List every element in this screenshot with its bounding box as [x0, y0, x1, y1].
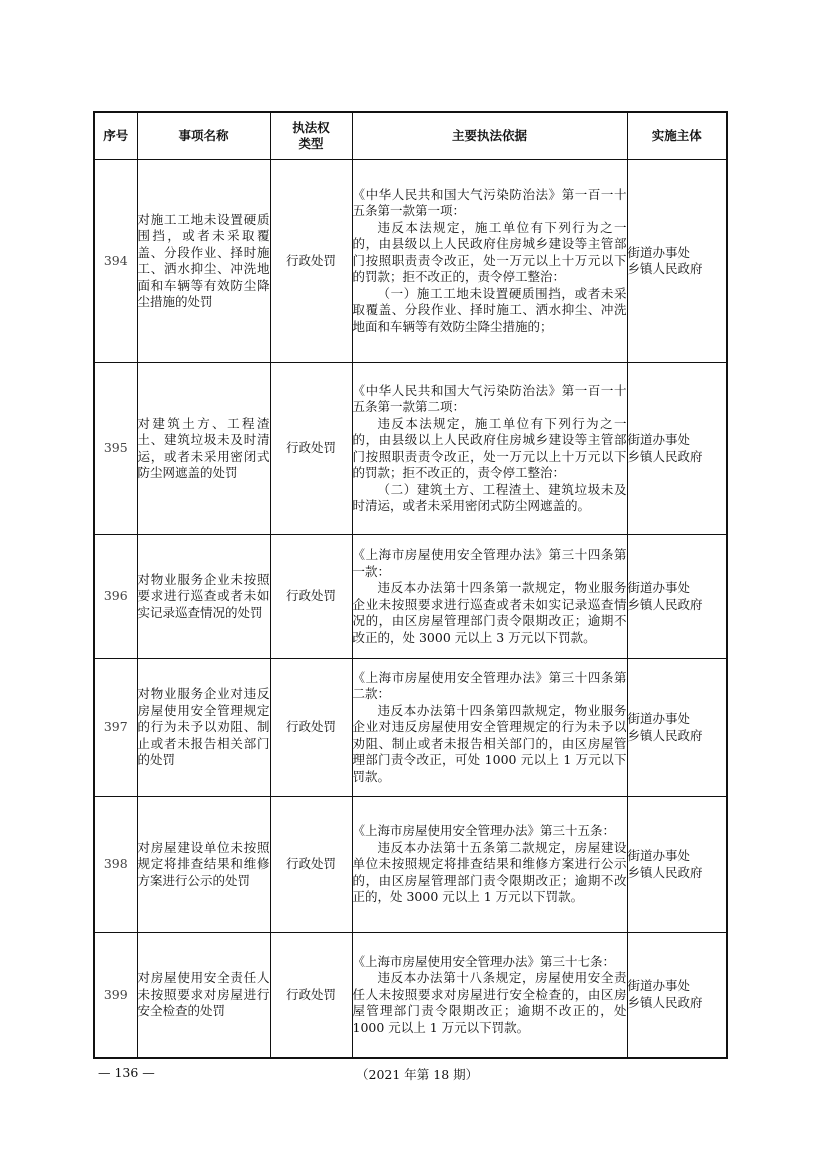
row-type: 行政处罚: [270, 535, 352, 659]
body-line1: 街道办事处: [627, 580, 691, 595]
row-name: 对物业服务企业未按照要求进行巡查或者未如实记录巡查情况的处罚: [137, 535, 270, 659]
row-num: 396: [94, 535, 137, 659]
body-line1: 街道办事处: [627, 978, 691, 994]
row-basis: [352, 659, 627, 797]
issue-label: （2021 年第 18 期）: [356, 1067, 479, 1082]
basis-line: 违反本办法第十五条第二款规定，房屋建设单位未按照规定将排查结果和维修方案进行公示的，由区房屋管理部门责令限期改正；逾期不改正的，处 3000 元以上 1 万元以下罚款。: [352, 839, 627, 905]
basis-line: 违反本法规定，施工单位有下列行为之一的，由县级以上人民政府住房城乡建设等主管部门按照职责责令改正，处一万元以上十万元以下的罚款；拒不改正的，责令停工整治：: [352, 219, 627, 285]
body-line1: 街道办事处: [627, 244, 691, 260]
table-row: [94, 659, 727, 797]
header-type-line2: 类型: [298, 136, 324, 151]
basis-line: （二）建筑土方、工程渣土、建筑垃圾未及时清运，或者未采用密闭式防尘网遮盖的。: [352, 481, 627, 513]
row-basis: [352, 933, 627, 1058]
body-line1: 街道办事处: [627, 711, 691, 726]
row-num: 398: [94, 797, 137, 933]
basis-line: 违反本办法第十四条第四款规定，物业服务企业对违反房屋使用安全管理规定的行为未予以劝阻、制止或者未报告相关部门的，由区房屋管理部门责令改正，可处 1000 元以上 1 万元以下罚款。: [352, 702, 627, 784]
basis-line: 《中华人民共和国大气污染防治法》第一百一十五条第一款第二项：: [352, 382, 627, 414]
row-body: [627, 933, 727, 1058]
body-line1: 街道办事处: [627, 848, 691, 863]
header-basis: 主要执法依据: [352, 112, 627, 160]
row-body: [627, 659, 727, 797]
row-type: 行政处罚: [270, 797, 352, 933]
row-type: 行政处罚: [270, 933, 352, 1058]
body-line2: 乡镇人民政府: [627, 448, 703, 464]
table-row: [94, 933, 727, 1058]
basis-line: 违反本办法第十四条第一款规定，物业服务企业未按照要求进行巡查或者未如实记录巡查情况的，由区房屋管理部门责令限期改正；逾期不改正的，处 3000 元以上 3 万元以下罚款。: [352, 580, 627, 645]
table-row: [94, 797, 727, 933]
basis-line: 《上海市房屋使用安全管理办法》第三十七条：: [352, 953, 616, 969]
basis-line: 《上海市房屋使用安全管理办法》第三十四条第二款：: [352, 669, 627, 702]
row-basis: [352, 797, 627, 933]
header-num: 序号: [94, 112, 137, 160]
body-line2: 乡镇人民政府: [627, 596, 703, 612]
header-type-line1: 执法权: [292, 119, 330, 135]
page-number: — 136 —: [98, 1065, 155, 1080]
body-line1: 街道办事处: [627, 432, 691, 447]
row-body: [627, 797, 727, 933]
row-body: [627, 363, 727, 535]
enforcement-items-table: [93, 111, 728, 1059]
basis-line: 《中华人民共和国大气污染防治法》第一百一十五条第一款第一项：: [352, 186, 627, 219]
body-line2: 乡镇人民政府: [627, 727, 703, 743]
row-type: 行政处罚: [270, 659, 352, 797]
header-body: 实施主体: [627, 112, 727, 160]
row-basis: [352, 535, 627, 659]
table-row: [94, 535, 727, 659]
row-num: 394: [94, 160, 137, 363]
row-body: [627, 160, 727, 363]
row-num: 399: [94, 933, 137, 1058]
row-name: 对房屋使用安全责任人未按照要求对房屋进行安全检查的处罚: [137, 933, 270, 1058]
basis-line: 违反本办法第十八条规定，房屋使用安全责任人未按照要求对房屋进行安全检查的，由区房屋管理部门责令限期改正；逾期不改正的，处 1000 元以上 1 万元以下罚款。: [352, 970, 627, 1035]
row-num: 395: [94, 363, 137, 535]
row-name: 对房屋建设单位未按照规定将排查结果和维修方案进行公示的处罚: [137, 797, 270, 933]
basis-line: （一）施工工地未设置硬质围挡，或者未采取覆盖、分段作业、择时施工、洒水抑尘、冲洗地面和车辆等有效防尘降尘措施的；: [352, 285, 627, 334]
row-type: 行政处罚: [270, 160, 352, 363]
body-line2: 乡镇人民政府: [627, 994, 703, 1010]
body-line2: 乡镇人民政府: [627, 261, 703, 276]
row-basis: [352, 363, 627, 535]
basis-line: 违反本法规定，施工单位有下列行为之一的，由县级以上人民政府住房城乡建设等主管部门按照职责责令改正，处一万元以上十万元以下的罚款；拒不改正的，责令停工整治：: [352, 415, 627, 480]
table-row: [94, 363, 727, 535]
basis-line: 《上海市房屋使用安全管理办法》第三十五条：: [352, 823, 616, 839]
row-body: [627, 535, 727, 659]
table-header-row: [94, 112, 727, 160]
basis-line: 《上海市房屋使用安全管理办法》第三十四条第一款：: [352, 547, 627, 579]
row-name: 对建筑土方、工程渣土、建筑垃圾未及时清运，或者未采用密闭式防尘网遮盖的处罚: [137, 363, 270, 535]
row-num: 397: [94, 659, 137, 797]
row-type: 行政处罚: [270, 363, 352, 535]
table-row: [94, 160, 727, 363]
row-name: 对物业服务企业对违反房屋使用安全管理规定的行为未予以劝阻、制止或者未报告相关部门的处罚: [137, 659, 270, 797]
row-basis: [352, 160, 627, 363]
body-line2: 乡镇人民政府: [627, 864, 703, 880]
header-name: 事项名称: [137, 112, 270, 160]
row-name: 对施工工地未设置硬质围挡，或者未采取覆盖、分段作业、择时施工、洒水抑尘、冲洗地面和车辆等有效防尘降尘措施的处罚: [137, 160, 270, 363]
header-type: [270, 112, 352, 160]
